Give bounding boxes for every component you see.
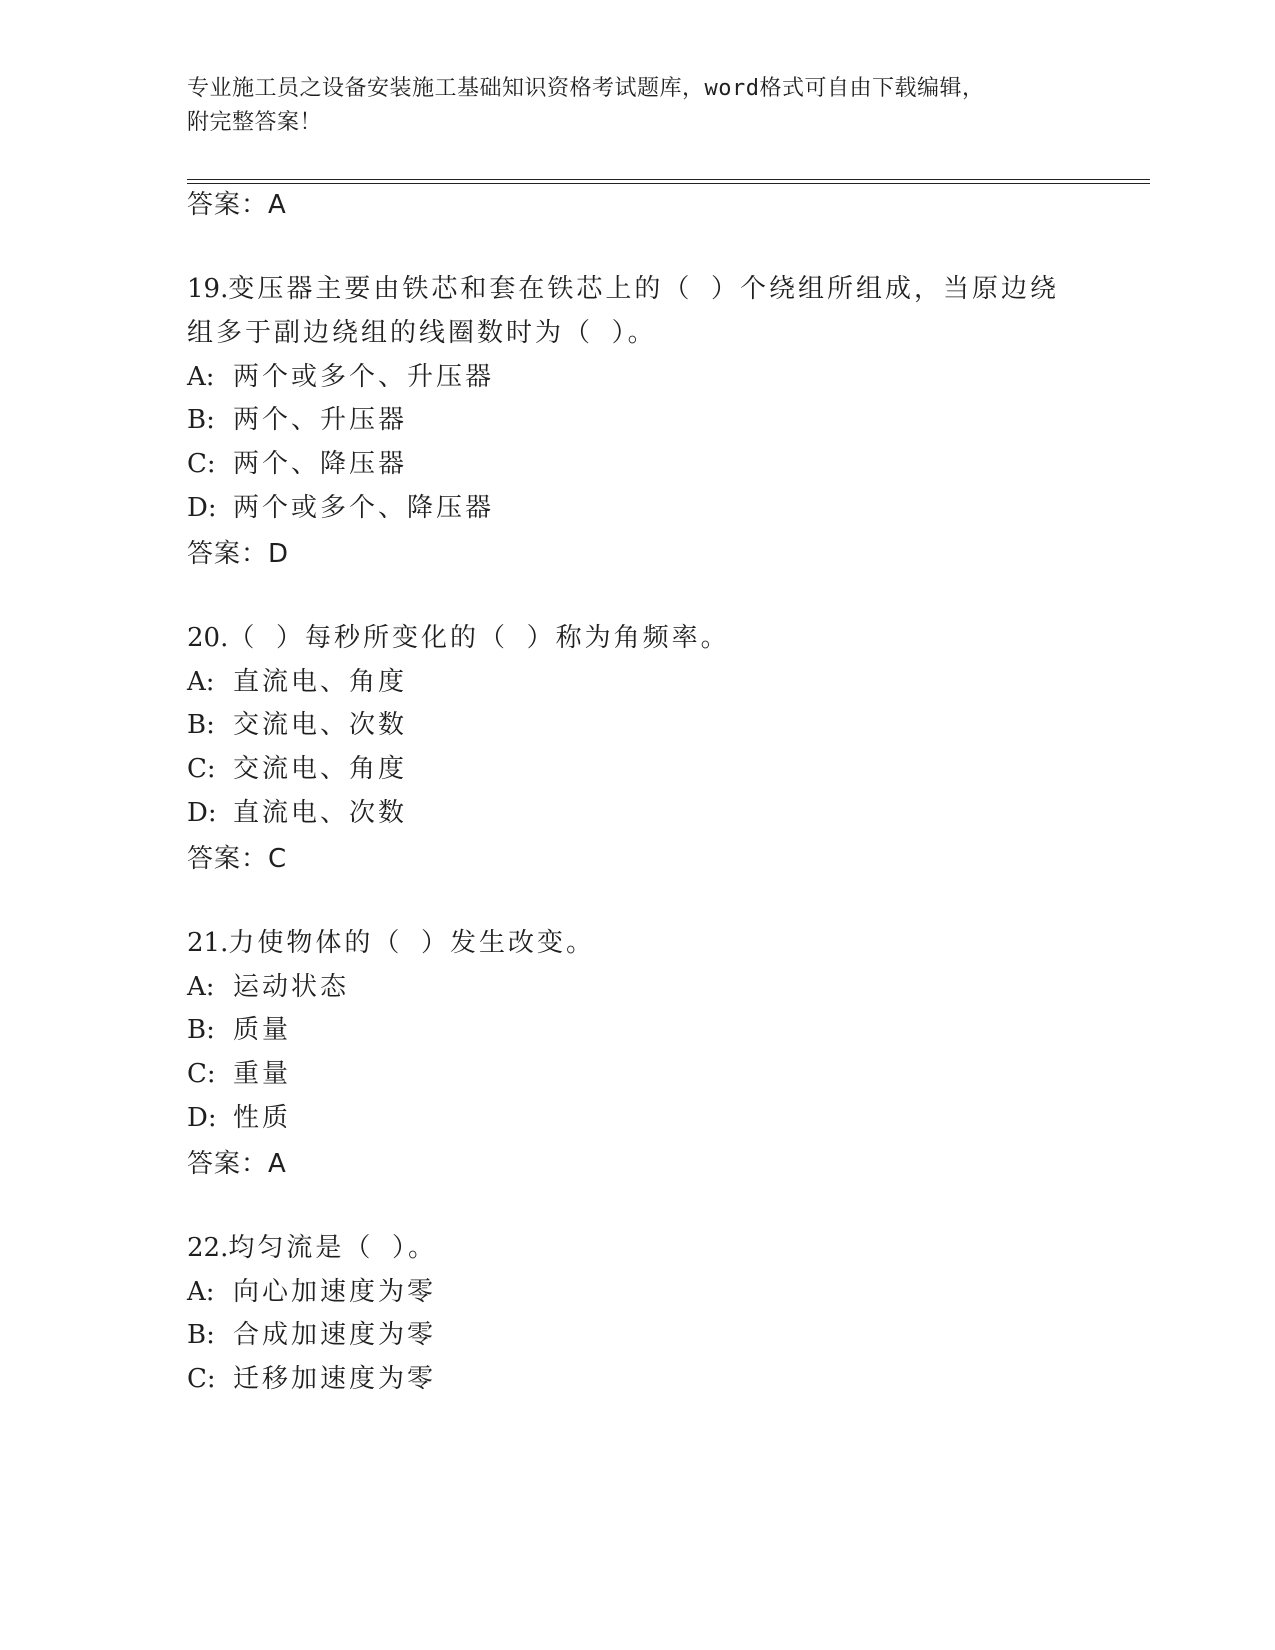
question-20-answer: 答案：C <box>187 844 288 874</box>
question-20-option-d <box>187 796 407 830</box>
header-line-2: 附完整答案！ <box>187 110 323 135</box>
header-divider-top <box>187 179 1150 180</box>
question-20-stem-line-1 <box>187 621 730 655</box>
option-letter: C: <box>187 1364 216 1394</box>
header-line-1: 专业施工员之设备安装施工基础知识资格考试题库，word格式可自由下载编辑， <box>187 76 985 101</box>
question-19-stem-line-2: 组多于副边绕组的线圈数时为（ ）。 <box>187 318 657 348</box>
option-text: 迁移加速度为零 <box>233 1364 437 1394</box>
option-letter: C: <box>187 449 216 479</box>
question-19-option-a <box>187 360 494 394</box>
option-letter: B: <box>187 710 215 740</box>
option-text: 直流电、角度 <box>233 667 408 697</box>
option-text: 质量 <box>233 1015 292 1045</box>
question-20-option-a <box>187 665 407 699</box>
option-letter: A: <box>187 667 215 697</box>
question-19-stem-line-1 <box>187 272 1059 306</box>
option-text: 两个或多个、降压器 <box>233 493 495 523</box>
question-21-stem-line-1 <box>187 926 595 960</box>
option-text: 运动状态 <box>233 972 350 1002</box>
question-22-option-c <box>187 1362 436 1396</box>
option-letter: B: <box>187 405 215 435</box>
prev-answer: 答案：A <box>187 190 287 220</box>
question-19-option-c <box>187 447 407 481</box>
question-text: 均匀流是（ ）。 <box>228 1233 438 1263</box>
option-text: 两个、降压器 <box>233 449 408 479</box>
question-19-answer: 答案：D <box>187 539 290 569</box>
question-20-option-b <box>187 708 407 742</box>
option-letter: D: <box>187 493 217 523</box>
option-text: 向心加速度为零 <box>233 1277 437 1307</box>
question-number: 22. <box>187 1233 229 1263</box>
question-text: （ ）每秒所变化的（ ）称为角频率。 <box>228 623 730 653</box>
question-21-answer: 答案：A <box>187 1149 287 1179</box>
option-letter: A: <box>187 972 215 1002</box>
question-21-option-a <box>187 970 349 1004</box>
question-21-option-b <box>187 1013 291 1047</box>
option-text: 两个、升压器 <box>233 405 408 435</box>
option-letter: D: <box>187 1103 217 1133</box>
option-letter: B: <box>187 1015 215 1045</box>
option-letter: C: <box>187 754 216 784</box>
question-number: 21. <box>187 928 229 958</box>
question-19-option-b <box>187 403 407 437</box>
question-21-option-d <box>187 1101 291 1135</box>
question-21-option-c <box>187 1057 291 1091</box>
option-text: 两个或多个、升压器 <box>233 362 495 392</box>
question-20-option-c <box>187 752 407 786</box>
option-letter: D: <box>187 798 217 828</box>
option-text: 直流电、次数 <box>233 798 408 828</box>
question-22-stem-line-1 <box>187 1231 437 1265</box>
question-number: 20. <box>187 623 229 653</box>
question-22-option-a <box>187 1275 436 1309</box>
option-text: 重量 <box>233 1059 292 1089</box>
option-letter: C: <box>187 1059 216 1089</box>
option-text: 合成加速度为零 <box>233 1320 437 1350</box>
option-text: 交流电、角度 <box>233 754 408 784</box>
question-text: 变压器主要由铁芯和套在铁芯上的（ ）个绕组所组成，当原边绕 <box>228 274 1060 304</box>
document-header <box>187 72 1067 140</box>
option-letter: B: <box>187 1320 215 1350</box>
question-number: 19. <box>187 274 229 304</box>
option-text: 性质 <box>233 1103 292 1133</box>
option-letter: A: <box>187 1277 215 1307</box>
header-divider-bottom <box>187 183 1150 184</box>
question-text: 力使物体的（ ）发生改变。 <box>228 928 596 958</box>
question-19-option-d <box>187 491 494 525</box>
option-text: 交流电、次数 <box>233 710 408 740</box>
question-22-option-b <box>187 1318 436 1352</box>
option-letter: A: <box>187 362 215 392</box>
